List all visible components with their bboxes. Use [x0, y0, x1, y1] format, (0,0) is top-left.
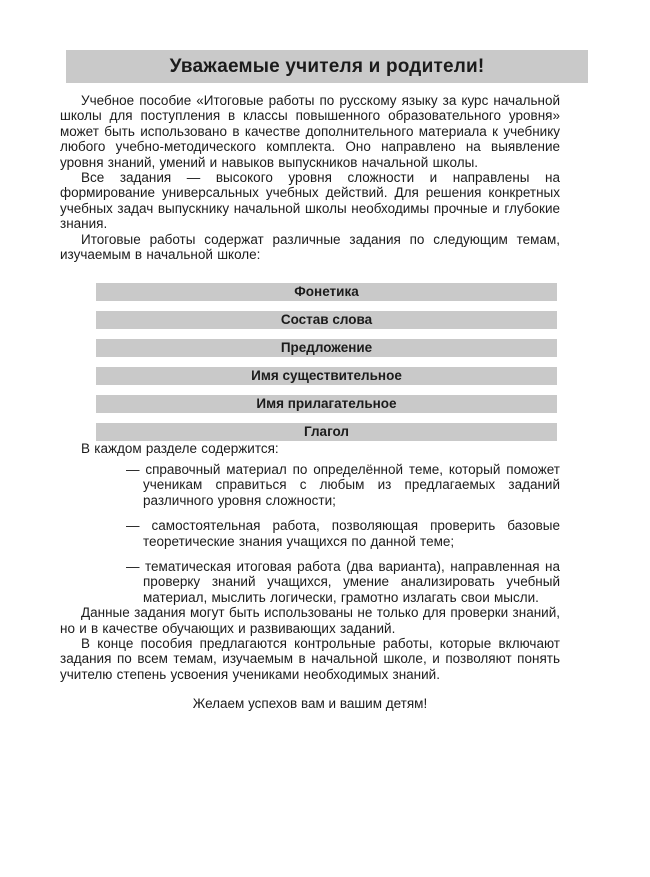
topic-label-adjective: Имя прилагательное	[256, 396, 397, 412]
topic-banner-list	[60, 283, 560, 441]
section-contents-list	[60, 462, 560, 605]
topic-label-sentence: Предложение	[280, 340, 373, 356]
outro-paragraph-2: В конце пособия предлагаются контрольные работы, которые включают задания по всем темам, изучаемым в начальной школе, и позволяют понять учителю степень усвоения учениками необходимых знаний.	[60, 635, 560, 682]
bullet-dash: —	[126, 558, 140, 574]
intro-paragraph-3: Итоговые работы содержат различные задания по следующим темам, изучаемым в начальной школе:	[60, 231, 560, 263]
list-item-text-thematic-final-work: тематическая итоговая работа (два варианта), направленная на проверку знаний учащихся, умение анализировать учебный материал, мыслить логически, грамотно излагать свои мысли.	[143, 558, 560, 605]
topic-banner-adjective	[96, 395, 557, 413]
intro-paragraph-2: Все задания — высокого уровня сложности и направлены на формирование универсальных учебных действий. Для решения конкретных учебных задач выпускнику начальной школы необходимы прочные и глубокие знания.	[60, 170, 560, 232]
intro-paragraph-1: Учебное пособие «Итоговые работы по русскому языку за курс начальной школы для поступления в классы повышенного образовательного уровня» может быть использовано в качестве дополнительного материала к учебнику любого учебно-методического комплекта. Оно направлено на выявление уровня знаний, умений и навыков выпускников начальной школы.	[60, 93, 560, 170]
topic-banner-phonetics	[96, 283, 557, 301]
section-contents-intro: В каждом разделе содержится:	[81, 441, 279, 457]
topic-banner-sentence	[96, 339, 557, 357]
bullet-dash: —	[126, 518, 140, 534]
outro-paragraph-1: Данные задания могут быть использованы не только для проверки знаний, но и в качестве обучающих и развивающих заданий.	[60, 605, 560, 636]
topic-banner-word-composition	[96, 311, 557, 329]
closing-wish: Желаем успехов вам и вашим детям!	[192, 696, 428, 712]
topic-banner-verb	[96, 423, 557, 441]
topic-label-noun: Имя существительное	[251, 368, 402, 384]
topic-label-verb: Глагол	[304, 424, 349, 440]
list-item	[60, 518, 560, 549]
list-item	[60, 462, 560, 508]
list-item-text-reference-material: справочный материал по определённой теме, который поможет ученикам справиться с любым из предлагаемых заданий различного уровня сложности;	[143, 461, 560, 508]
list-item-text-independent-work: самостоятельная работа, позволяющая проверить базовые теоретические знания учащихся по данной теме;	[143, 518, 560, 549]
page-title-banner	[66, 50, 588, 83]
bullet-dash: —	[126, 461, 140, 477]
page-content	[60, 50, 560, 712]
page-title: Уважаемые учителя и родители!	[169, 56, 485, 77]
topic-banner-noun	[96, 367, 557, 385]
topic-label-word-composition: Состав слова	[280, 312, 373, 328]
topic-label-phonetics: Фонетика	[294, 284, 359, 300]
list-item	[60, 559, 560, 605]
